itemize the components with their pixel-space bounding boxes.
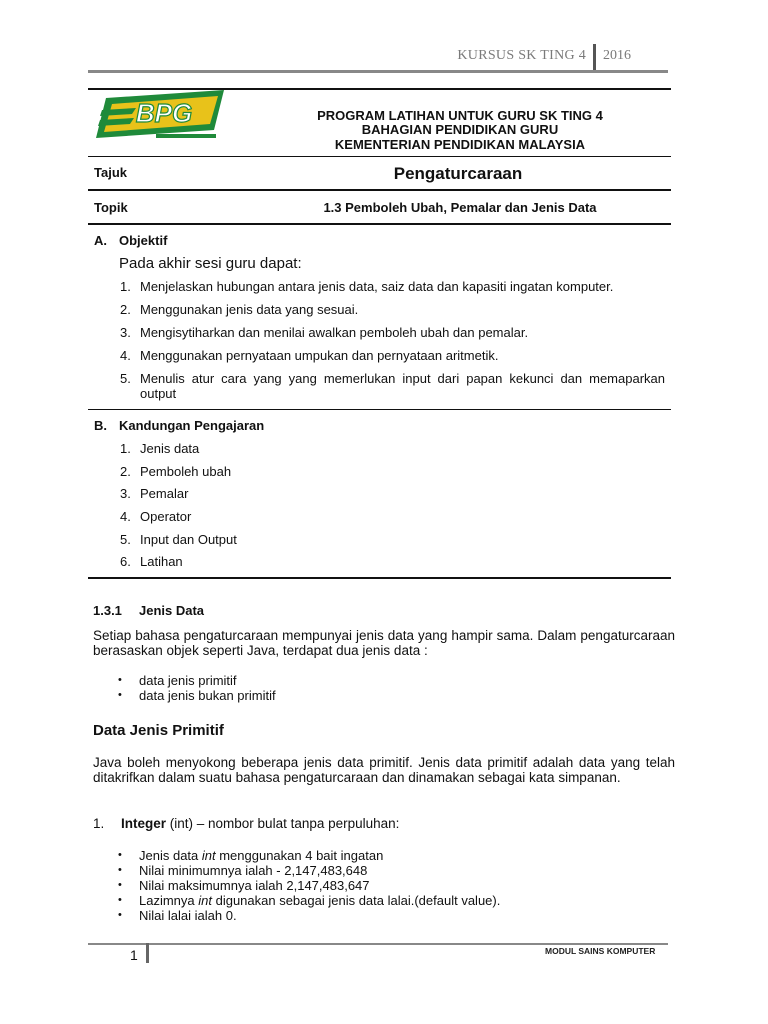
section-131-number: 1.3.1 <box>93 603 122 618</box>
integer-item <box>93 816 399 831</box>
integer-item-number: 1. <box>93 816 105 831</box>
topik-label: Topik <box>94 200 128 215</box>
section-131-title: Jenis Data <box>139 603 205 618</box>
kandungan-title: Kandungan Pengajaran <box>119 418 265 433</box>
objektif-intro: Pada akhir sesi guru dapat: <box>119 255 302 272</box>
list-item: 1. Jenis data <box>120 441 200 456</box>
org-line-3: KEMENTERIAN PENDIDIKAN MALAYSIA <box>334 137 586 152</box>
list-item: 5. Input dan Output <box>120 531 237 547</box>
page-number: 1 <box>130 947 138 963</box>
section-131-paragraph: Setiap bahasa pengaturcaraan mempunyai jenis data yang hampir sama. Dalam pengaturcaraan berasaskan objek seperti Java, terdapat dua jenis data : <box>93 628 675 658</box>
section-rule-a <box>88 409 671 410</box>
kandungan-list <box>120 441 665 577</box>
primitif-heading: Data Jenis Primitif <box>93 722 224 739</box>
running-header-rule <box>88 70 668 73</box>
integer-bullets <box>118 848 500 923</box>
list-item: 4. Operator <box>120 509 192 525</box>
list-item: 1. Menjelaskan hubungan antara jenis data, saiz data dan kapasiti ingatan komputer. <box>120 279 614 294</box>
running-header-divider <box>593 44 596 70</box>
tajuk-label: Tajuk <box>94 165 127 180</box>
bpg-logo-text: BPG <box>135 98 193 128</box>
primitif-paragraph: Java boleh menyokong beberapa jenis data primitif. Jenis data primitif adalah data yang telah ditakrifkan dalam suatu bahasa pengaturcaraan dan dinamakan sebagai kata simpanan. <box>93 755 675 785</box>
integer-item-rest: (int) – nombor bulat tanpa perpuluhan: <box>166 816 400 831</box>
list-item: • Nilai minimumnya ialah - 2,147,483,648 <box>118 863 500 878</box>
list-item: 3. Pemalar <box>120 486 189 502</box>
list-item: • Jenis data int menggunakan 4 bait ingatan <box>118 848 500 863</box>
header-rule-4 <box>88 223 671 225</box>
org-line-2: BAHAGIAN PENDIDIKAN GURU <box>361 122 559 137</box>
section-rule-b <box>88 577 671 579</box>
footer-rule <box>88 943 668 945</box>
list-item: 2. Pemboleh ubah <box>120 463 232 479</box>
section-131-heading <box>93 603 204 618</box>
running-header-course: KURSUS SK TING 4 <box>457 48 586 63</box>
list-item: 4. Menggunakan pernyataan umpukan dan pernyataan aritmetik. <box>120 348 499 363</box>
objektif-list <box>120 279 665 409</box>
footer-divider <box>146 943 149 963</box>
list-item: 2. Menggunakan jenis data yang sesuai. <box>120 302 359 317</box>
kandungan-letter: B. <box>94 418 107 433</box>
org-line-1: PROGRAM LATIHAN UNTUK GURU SK TING 4 <box>317 108 603 123</box>
list-item: 6. Latihan <box>120 554 183 570</box>
bpg-logo <box>96 90 226 144</box>
footer-module: MODUL SAINS KOMPUTER <box>545 946 656 956</box>
tajuk-value: Pengaturcaraan <box>393 164 523 183</box>
list-item: 3. Mengisytiharkan dan menilai awalkan pemboleh ubah dan pemalar. <box>120 325 529 340</box>
list-item: • Nilai maksimumnya ialah 2,147,483,647 <box>118 878 500 893</box>
objektif-title: Objektif <box>119 233 168 248</box>
section-131-bullets <box>118 673 276 703</box>
objektif-letter: A. <box>94 233 107 248</box>
header-rule-2 <box>88 156 671 157</box>
integer-item-bold: Integer <box>121 816 167 831</box>
header-rule-3 <box>88 189 671 191</box>
topik-value: 1.3 Pemboleh Ubah, Pemalar dan Jenis Data <box>323 200 597 215</box>
list-item: • data jenis bukan primitif <box>118 688 276 703</box>
running-header-year: 2016 <box>603 48 631 63</box>
kandungan-heading <box>94 418 264 433</box>
running-header <box>88 42 668 72</box>
list-item: • Nilai lalai ialah 0. <box>118 908 500 923</box>
list-item: • data jenis primitif <box>118 673 276 688</box>
objektif-heading <box>94 233 167 248</box>
list-item: 5. Menulis atur cara yang yang memerlukan input dari papan kekunci dan memaparkan output <box>120 371 665 401</box>
list-item: • Lazimnya int digunakan sebagai jenis data lalai.(default value). <box>118 893 500 908</box>
